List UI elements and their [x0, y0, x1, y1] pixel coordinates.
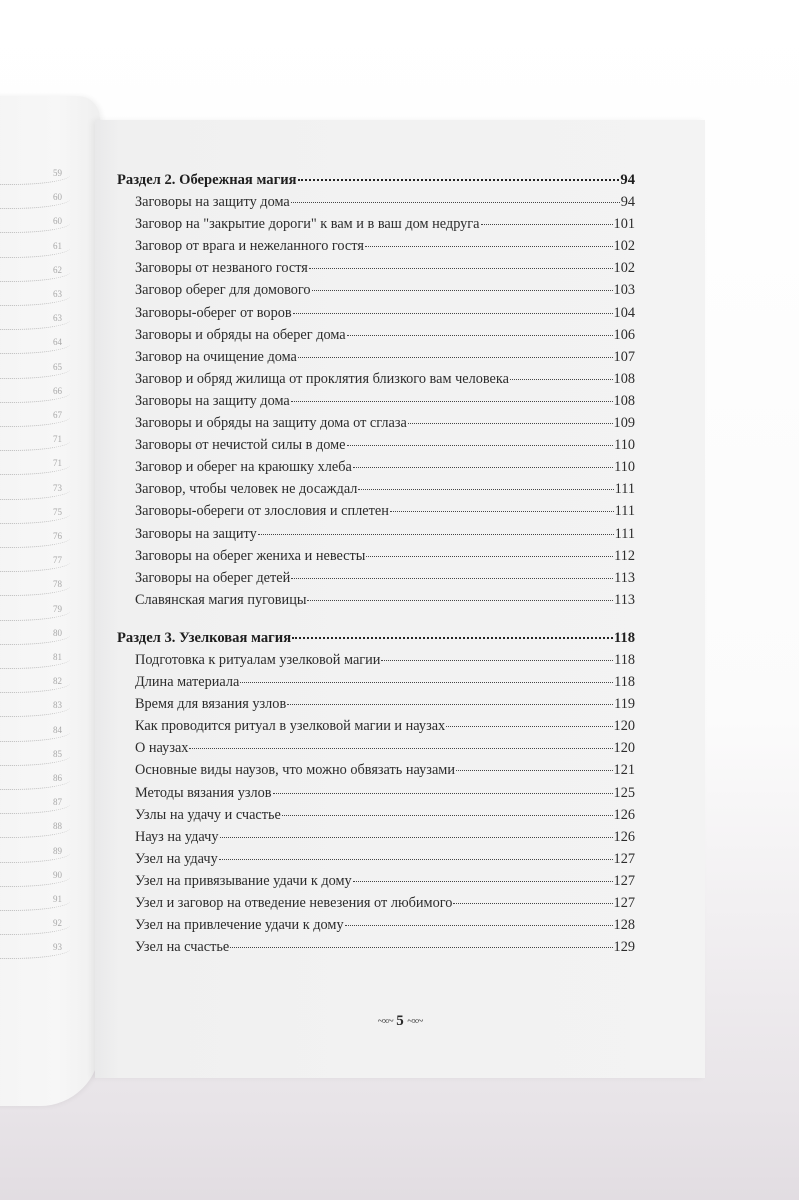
toc-entry — [117, 393, 635, 415]
left-toc-line — [0, 864, 70, 887]
toc-entry — [117, 762, 635, 784]
dot-leader — [258, 534, 614, 535]
toc-entry-page: 128 — [613, 917, 635, 934]
ornament-left-icon: ~∞~ — [377, 1016, 393, 1028]
section-heading-label: Раздел 3. Узелковая магия — [117, 629, 292, 646]
left-page-number: 81 — [53, 652, 62, 662]
left-toc-line — [0, 380, 70, 403]
toc-entry-label: Заговоры на оберег жениха и невесты — [135, 547, 366, 564]
toc-entry-label: Основные виды наузов, что можно обвязать наузами — [135, 762, 455, 779]
left-toc-line — [0, 912, 70, 935]
toc-entry-page: 113 — [614, 591, 635, 608]
left-page-number: 84 — [53, 724, 62, 735]
toc-entry-label: Методы вязания узлов — [135, 784, 272, 801]
dot-leader — [282, 815, 613, 816]
toc-entry-page: 102 — [613, 238, 635, 255]
toc-entry-label: Заговоры от незваного гостя — [135, 260, 308, 277]
left-toc-line — [0, 356, 70, 379]
toc-entry-label: Узел на привязывание удачи к дому — [135, 872, 352, 889]
left-page-number: 71 — [53, 434, 62, 445]
toc-entry-label: Заговор на очищение дома — [135, 348, 297, 365]
toc-entry-label: Заговор оберег для домового — [135, 282, 311, 299]
left-toc-line — [0, 646, 70, 669]
toc-entry-label: Длина материала — [135, 674, 240, 691]
left-page-number: 90 — [53, 869, 62, 880]
toc-entry — [117, 260, 635, 282]
toc-entry — [117, 807, 635, 829]
toc-entry-label: Узел и заговор на отведение невезения от любимого — [135, 895, 453, 911]
toc-entry-label: Узел на удачу — [135, 850, 218, 867]
left-page-number: 78 — [53, 579, 62, 590]
left-toc-line — [0, 694, 70, 717]
toc-entry-page: 111 — [614, 525, 635, 542]
dot-leader — [381, 660, 613, 661]
left-page-number: 76 — [53, 531, 62, 541]
left-page-number: 82 — [53, 676, 62, 687]
left-toc-line — [0, 767, 70, 790]
toc-entry — [117, 282, 635, 304]
section-heading — [117, 630, 635, 652]
toc-entry — [117, 829, 635, 851]
toc-entry-page: 111 — [614, 503, 635, 520]
left-toc-line — [0, 888, 70, 911]
toc-entry-page: 121 — [613, 762, 635, 779]
toc-entry-page: 120 — [613, 740, 635, 757]
dot-leader — [273, 793, 613, 794]
toc-entry — [117, 349, 635, 371]
toc-entry — [117, 216, 635, 238]
toc-entry — [117, 592, 635, 614]
toc-entry — [117, 939, 635, 961]
left-toc-line — [0, 525, 70, 548]
left-toc-line — [0, 452, 70, 475]
left-toc-line — [0, 622, 70, 645]
toc-entry — [117, 785, 635, 807]
section-heading-page: 94 — [620, 172, 635, 188]
page-number — [95, 1013, 705, 1030]
toc-entry — [117, 570, 635, 592]
section-heading-page: 118 — [613, 629, 635, 646]
left-toc-line — [0, 162, 70, 185]
dot-leader — [230, 947, 612, 948]
toc-entry-label: Заговоры и обряды на оберег дома — [135, 326, 346, 343]
toc-entry-page: 107 — [613, 348, 635, 365]
dot-leader — [298, 179, 620, 181]
toc-entry-page: 118 — [614, 674, 635, 691]
toc-entry-page: 113 — [614, 569, 635, 586]
toc-entry — [117, 526, 635, 548]
toc-entry-label: Подготовка к ритуалам узелковой магии — [135, 651, 381, 668]
left-toc-line — [0, 331, 70, 354]
toc-entry-label: Заговоры на защиту — [135, 525, 257, 542]
toc-entry — [117, 740, 635, 762]
left-toc-line — [0, 501, 70, 524]
left-page-number: 73 — [53, 482, 62, 493]
table-of-contents — [117, 172, 635, 961]
toc-entry-label: Заговор на "закрытие дороги" к вам и в ваш дом недруга — [135, 216, 480, 233]
toc-entry-page: 106 — [613, 326, 635, 343]
toc-entry-label: Заговоры от нечистой силы в доме — [135, 437, 346, 454]
left-toc-line — [0, 598, 70, 621]
left-toc-line — [0, 477, 70, 500]
toc-entry-page: 118 — [614, 651, 635, 668]
toc-entry — [117, 194, 635, 216]
left-page-number: 88 — [53, 821, 62, 832]
toc-entry-page: 109 — [613, 415, 635, 432]
dot-leader — [291, 578, 613, 579]
toc-entry-page: 102 — [613, 260, 635, 277]
toc-entry-label: Узел на привлечение удачи к дому — [135, 917, 344, 934]
toc-entry — [117, 437, 635, 459]
toc-entry-label: Славянская магия пуговицы — [135, 591, 307, 608]
toc-entry-label: Узел на счастье — [135, 939, 230, 956]
dot-leader — [345, 925, 613, 926]
left-page-number: 60 — [53, 216, 62, 227]
dot-leader — [220, 837, 613, 838]
dot-leader — [481, 224, 613, 225]
toc-entry — [117, 481, 635, 503]
left-toc-line — [0, 743, 70, 766]
left-toc-line — [0, 259, 70, 282]
toc-entry-page: 119 — [614, 696, 635, 713]
left-page-number: 91 — [53, 894, 62, 904]
dot-leader — [287, 704, 613, 705]
toc-entry-page: 103 — [613, 282, 635, 299]
dot-leader — [312, 290, 613, 291]
toc-entry-page: 94 — [620, 194, 635, 211]
left-page-number: 62 — [53, 264, 62, 275]
toc-entry-page: 127 — [613, 850, 635, 867]
toc-entry-page: 110 — [614, 437, 635, 454]
dot-leader — [390, 511, 614, 512]
toc-entry — [117, 371, 635, 393]
left-page-number: 85 — [53, 748, 62, 759]
left-toc-line — [0, 428, 70, 451]
toc-entry-label: Заговоры на оберег детей — [135, 569, 291, 586]
left-toc-line — [0, 186, 70, 209]
toc-entry-label: Заговоры-обереги от злословия и сплетен — [135, 503, 389, 520]
toc-entry-label: Науз на удачу — [135, 828, 219, 845]
dot-leader — [347, 445, 614, 446]
left-page-number: 61 — [53, 240, 62, 251]
dot-leader — [309, 268, 613, 269]
toc-entry — [117, 327, 635, 349]
left-page-number: 92 — [53, 918, 62, 929]
toc-entry — [117, 696, 635, 718]
left-page-number: 83 — [53, 700, 62, 711]
left-toc-line — [0, 210, 70, 233]
dot-leader — [189, 748, 612, 749]
toc-entry — [117, 548, 635, 570]
left-toc-line — [0, 549, 70, 572]
toc-entry — [117, 718, 635, 740]
left-page-number: 60 — [53, 192, 62, 203]
dot-leader — [292, 637, 613, 639]
left-page-number: 87 — [53, 797, 62, 808]
left-page — [0, 96, 100, 1106]
dot-leader — [446, 726, 612, 727]
toc-entry-page: 101 — [613, 216, 635, 233]
left-page-number: 64 — [53, 337, 62, 348]
left-toc-line — [0, 573, 70, 596]
toc-entry-page: 104 — [613, 304, 635, 321]
left-page-number: 65 — [53, 361, 62, 372]
dot-leader — [353, 881, 613, 882]
right-page — [95, 120, 705, 1078]
toc-entry-page: 127 — [613, 895, 635, 911]
section-gap — [117, 614, 635, 630]
left-page-number: 67 — [53, 410, 62, 420]
toc-entry-page: 126 — [613, 828, 635, 845]
dot-leader — [453, 903, 612, 904]
left-toc-line — [0, 670, 70, 693]
dot-leader — [456, 770, 613, 771]
toc-entry — [117, 873, 635, 895]
left-page-number: 77 — [53, 555, 62, 566]
dot-leader — [291, 202, 620, 203]
toc-entry — [117, 851, 635, 873]
ornament-right-icon: ~∞~ — [407, 1016, 423, 1028]
toc-entry-page: 127 — [613, 872, 635, 889]
toc-entry — [117, 503, 635, 525]
toc-entry — [117, 305, 635, 327]
dot-leader — [358, 489, 613, 490]
left-toc-line — [0, 283, 70, 306]
dot-leader — [365, 246, 613, 247]
dot-leader — [366, 556, 613, 557]
left-toc-line — [0, 840, 70, 863]
toc-entry — [117, 459, 635, 481]
toc-entry — [117, 415, 635, 437]
dot-leader — [347, 335, 613, 336]
left-toc-line — [0, 719, 70, 742]
toc-entry-label: Заговор, чтобы человек не досаждал — [135, 481, 358, 498]
toc-entry-label: Как проводится ритуал в узелковой магии и наузах — [135, 718, 446, 735]
dot-leader — [293, 313, 613, 314]
dot-leader — [219, 859, 613, 860]
toc-entry-page: 108 — [613, 370, 635, 387]
dot-leader — [298, 357, 613, 358]
left-toc-line — [0, 791, 70, 814]
toc-entry-label: Заговоры на защиту дома — [135, 392, 290, 409]
toc-entry-page: 129 — [613, 939, 635, 956]
dot-leader — [510, 379, 613, 380]
left-toc-line — [0, 307, 70, 330]
left-page-number: 80 — [53, 627, 62, 638]
toc-entry-page: 111 — [614, 481, 635, 498]
toc-entry-label: Заговор от врага и нежеланного гостя — [135, 238, 364, 255]
toc-entry-label: Заговоры на защиту дома — [135, 194, 290, 211]
toc-entry-label: Заговоры-оберег от воров — [135, 304, 292, 321]
left-page-number: 63 — [53, 313, 62, 324]
toc-entry-label: Время для вязания узлов — [135, 696, 287, 713]
dot-leader — [353, 467, 613, 468]
toc-entry-label: Узлы на удачу и счастье — [135, 806, 281, 823]
section-heading — [117, 172, 635, 194]
left-toc-line — [0, 815, 70, 838]
toc-entry-page: 120 — [613, 718, 635, 735]
dot-leader — [291, 401, 613, 402]
toc-entry — [117, 674, 635, 696]
toc-entry-label: Заговор и оберег на краюшку хлеба — [135, 459, 352, 476]
toc-entry — [117, 652, 635, 674]
left-page-number: 63 — [53, 289, 62, 299]
folio-number: 5 — [396, 1013, 404, 1029]
left-page-number: 66 — [53, 385, 62, 396]
left-page-number: 93 — [53, 942, 62, 953]
toc-entry-label: Заговор и обряд жилища от проклятия близкого вам человека — [135, 370, 509, 387]
toc-entry-page: 108 — [613, 392, 635, 409]
toc-entry-label: О наузах — [135, 740, 189, 757]
dot-leader — [408, 423, 613, 424]
toc-entry-page: 126 — [613, 806, 635, 823]
toc-entry-label: Заговоры и обряды на защиту дома от сглаза — [135, 415, 407, 432]
left-toc-line — [0, 404, 70, 427]
toc-entry-page: 112 — [614, 547, 635, 564]
toc-entry-page: 110 — [614, 459, 635, 476]
left-page-number: 75 — [53, 506, 62, 517]
toc-entry-page: 125 — [613, 784, 635, 801]
left-page-number: 71 — [53, 458, 62, 469]
left-page-number: 79 — [53, 603, 62, 614]
left-page-number: 86 — [53, 773, 62, 783]
left-page-number: 59 — [53, 168, 62, 178]
dot-leader — [240, 682, 613, 683]
left-toc-line — [0, 235, 70, 258]
toc-entry — [117, 917, 635, 939]
toc-entry — [117, 238, 635, 260]
toc-entry — [117, 895, 635, 917]
dot-leader — [307, 600, 613, 601]
left-page-number: 89 — [53, 845, 62, 856]
section-heading-label: Раздел 2. Обережная магия — [117, 172, 297, 188]
left-toc-line — [0, 936, 70, 959]
